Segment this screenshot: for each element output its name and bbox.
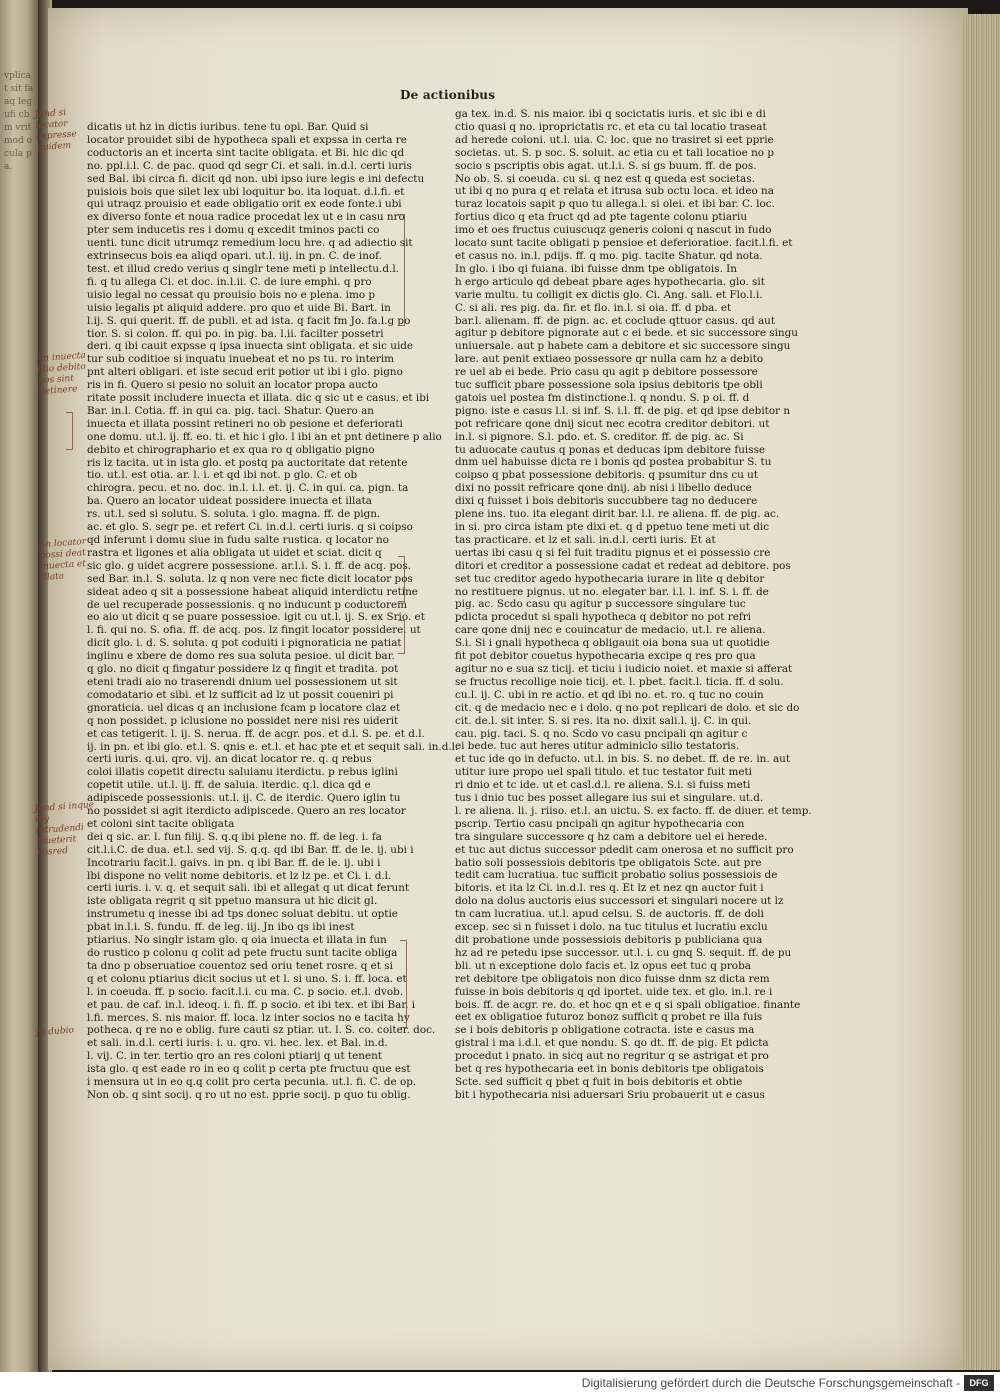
text-line: bois. ff. de acgr. re. do. et hoc qn et e q si spali obligatioe. finante xyxy=(455,998,801,1011)
text-line: In glo. i ibo qi fuiana. ibi fuisse dnm tpe obligatois. In xyxy=(455,262,737,275)
text-line: bet q res hypothecaria eet in bonis debitoris tpe obligatois xyxy=(455,1063,764,1076)
text-line: locato sunt tacite obligati p pensioe et deferioratioe. facit.l.fi. et xyxy=(455,237,793,250)
text-line: cit.l.i.C. de dua. et.l. sed vij. S. q.q. qd ibi Bar. ff. de le. ij. ubi i xyxy=(87,843,414,856)
text-line: de uel recuperade possessionis. q no inducunt p coductorem xyxy=(87,598,408,611)
text-line: comodatario et sibi. et lz sufficit ad lz ut possit coueniri pi xyxy=(87,688,394,701)
text-line: C. si ali. res pig. da. fir. et flo. in.l. si oia. ff. d pba. et xyxy=(455,301,732,314)
text-line: No ob. S. si coeuda. cu si. q nez est q queda est societas. xyxy=(455,172,755,185)
digitization-credit: Digitalisierung gefördert durch die Deutsche Forschungsgemeinschaft - xyxy=(581,1376,960,1390)
text-line: uniuersale. aut p habete cam a debitore et sic successore singu xyxy=(455,340,791,353)
text-line: do rustico p colonu q colit ad pete fructu sunt tacite obliga xyxy=(87,947,398,959)
text-line: test. et illud credo verius q singlr tene meti p intellectu.d.l. xyxy=(87,262,399,275)
text-line: pot refricare qone dnij sicut nec ecotra creditor debitori. ut xyxy=(455,417,770,430)
text-line: uisio legalis pt aliquid addere. pro quo et uide Bi. Bart. in xyxy=(87,301,391,314)
text-line: et cas tetigerit. l. ij. S. nerua. ff. de acgr. pos. et d.l. S. pe. et d.l. xyxy=(87,727,425,740)
text-line: uisio legal no cessat qu prouisio bois no e plena. imo p xyxy=(87,288,376,301)
text-line: dit probatione unde possessiois debitoris p publiciana qua xyxy=(455,934,763,946)
text-line: bitoris. et ita lz Ci. in.d.l. res q. Et lz et nez qn auctor fuit i xyxy=(455,882,764,895)
text-line: ta dno p obseruatioe couentoz sed oriu tenet rosre. q et si xyxy=(87,959,393,972)
text-line: dixi q fuisset i bois debitoris succubbere tag no deducere xyxy=(455,495,758,508)
text-line: no possidet si agit iterdicto adipiscede. Quero an res locator xyxy=(87,805,406,818)
text-line: imo et oes fructus cuiuscuqz generis coloni q nascut in fudo xyxy=(455,224,772,237)
text-line: cit. de.l. sit inter. S. si res. ita no. dixit sali.l. ij. C. in qui. xyxy=(455,714,752,727)
text-line: gnoraticia. uel dicas q an inclusione fcam p locatore claz et xyxy=(87,701,401,714)
text-line: pbat in.l.i. S. fundu. ff. de leg. iij. Jn ibo qs ibi inest xyxy=(87,921,355,934)
text-line: ad herede coloni. ut.l. uia. C. loc. que no trasiret si eet pprie xyxy=(455,133,774,146)
marginal-note: Jund si inque iny intrudendi inueterit cosred xyxy=(34,800,95,859)
text-line: pscrip. Tertio casu pncipali qn agitur hypothecaria con xyxy=(455,817,745,830)
footer-bar xyxy=(0,1372,1000,1394)
text-line: bit i hypothecaria nisi aduersari Sriu probauerit ut e casus xyxy=(455,1088,765,1101)
text-line: fi. q tu allega Ci. et doc. in.l.ii. C. de iure emphi. q pro xyxy=(87,275,372,288)
text-line: pig. ac. Scdo casu qu agitur p successore singulare tuc xyxy=(455,598,746,611)
text-line: Non ob. q sint socij. q ro ut no est. pprie socij. p quo tu oblig. xyxy=(87,1088,411,1101)
text-line: et coloni sint tacite obligata xyxy=(87,817,235,830)
margin-bracket xyxy=(66,412,73,450)
text-line: varie multu. tu colligit ex dictis glo. Ci. Ang. sali. et Flo.l.i. xyxy=(455,288,763,301)
text-line: no. ppl.i.l. C. de pac. quod qd segr Ci. et sali. in.d.l. certi iuris xyxy=(87,159,412,172)
text-line: ptiarius. No singlr istam glo. q oia inuecta et illata in fun xyxy=(87,934,387,947)
text-line: ei bede. tuc aut heres utitur adminiclo silio testatoris. xyxy=(455,740,740,753)
text-line: socio s pscriptis obis agat. ut.l.i. S. si gs buum. ff. de pos. xyxy=(455,159,757,172)
text-line: debito et chirographario et ex qua ro q obligatio pigno xyxy=(87,443,375,456)
text-line: in.l. si pignore. S.l. pdo. et. S. creditor. ff. de pig. ac. Si xyxy=(455,430,744,443)
text-line: l.fi. merces. S. nis maior. ff. loca. lz inter socios no e tacita hy xyxy=(87,1011,410,1024)
text-line: ut ibi q no pura q et relata et itrusa sub octu loca. et ideo na xyxy=(455,185,774,198)
text-line: lbi dispone no velit nome debitoris. et lz lz pe. et Ci. i. d.l. xyxy=(87,869,392,882)
text-line: sic glo. g uidet acgrere possessione. ar.l.i. S. i. ff. de acq. pos. xyxy=(87,559,411,572)
text-line: pter sem inducetis res i domu q excedit tminos pacti co xyxy=(87,224,380,237)
text-line: q non possidet. p iclusione no possidet nere nisi res uiderit xyxy=(87,714,399,727)
margin-bracket xyxy=(398,214,405,326)
text-line: uenti. tunc dicit utrumqz remedium locu hre. q ad adiectio sit xyxy=(87,237,413,250)
text-line: qui utraqz prouisio et eade obligatio orit ex eode fonte.i ubi xyxy=(87,198,402,211)
text-line: l. in coeuda. ff. p socio. facit.l.i. cu ma. C. p socio. et.l. dvob. xyxy=(87,985,404,998)
text-line: l. fi. qui no. S. ofia. ff. de acq. pos. lz fingit locator possidere. ut xyxy=(87,624,421,637)
text-line: cu.l. ij. C. ubi in re actio. et qd ibi no. et. ro. q tuc no couin xyxy=(455,688,764,701)
text-line: l.ij. S. qui querit. ff. de publi. et ad ista. q facit fm Jo. fa.l.g po xyxy=(87,314,411,327)
dfg-logo: DFG xyxy=(964,1375,994,1391)
text-line: qd inferunt i domu siue in fudu salte rustica. q locator no xyxy=(87,534,389,546)
text-line: h ergo articulo qd debeat pbare ages hypothecaria. glo. sit xyxy=(455,275,765,288)
page-edges xyxy=(962,14,1000,1370)
text-line: S.i. Si i gnali hypotheca q obligauit oia bona sua ut quotidie xyxy=(455,637,770,650)
text-line: pigno. iste e casus l.l. si inf. S. i.l. ff. de pig. et qd ipse debitor n xyxy=(455,404,791,417)
text-line: ris lz tacita. ut in ista glo. et postq pa auctoritate dat retente xyxy=(87,456,408,469)
text-line: hz ad re petedu ipse successor. ut.l. i. cu gnq S. sequit. ff. de pu xyxy=(455,946,792,959)
text-line: tior. S. si colon. ff. qui po. in pig. ba. l.ii. facilter possetri xyxy=(87,327,384,340)
text-line: et casus no. in.l. pdijs. ff. q mo. pig. tacite Shatur. qd nota. xyxy=(455,249,763,262)
text-line: rastra et ligones et alia obligata ut uidet et sciat. dicit q xyxy=(87,546,382,559)
text-line: se i bois debitoris p obligatione cotracta. iste e casus ma xyxy=(455,1024,755,1037)
text-line: ditori et creditor a possessione cadat et redeat ad debitore. pos xyxy=(455,559,791,572)
left-text-column xyxy=(87,121,459,1144)
running-head: De actionibus xyxy=(400,88,496,102)
text-line: tra singulare successore q hz cam a debitore uel ei herede. xyxy=(455,830,768,843)
text-line: ac. et glo. S. segr pe. et refert Ci. in.d.l. certi iuris. q si coipso xyxy=(87,521,413,534)
text-line: adipiscede possessionis. ut.l. ij. C. de iterdic. Quero iglin tu xyxy=(87,792,401,805)
text-line: locator prouidet sibi de hypotheca spali et expssa in certa re xyxy=(87,133,407,146)
text-line: ritate possit includere inuecta et illata. dic q sic ut e casus. et ibi xyxy=(87,392,430,405)
text-line: q glo. no dicit q fingatur possidere lz q fingit et tradita. pot xyxy=(87,663,399,676)
text-line: dolo na dolus auctoris eius successori et singulari nocere ut lz xyxy=(455,895,784,908)
text-line: ri dnio et tc ide. ut et casl.d.l. re aliena. S.i. si fuiss meti xyxy=(455,779,751,792)
text-line: sed Bar. in.l. S. soluta. lz q non vere nec ficte dicit locator pos xyxy=(87,572,413,585)
text-line: re uel ab ei bede. Prio casu qu agit p debitore possessore xyxy=(455,366,758,379)
margin-bracket xyxy=(398,556,405,602)
text-line: coductoris an et incerta sint tacite obligata. et Bi. hic dic qd xyxy=(87,146,405,159)
text-line: i mensura ut in eo q.q colit pro certa pecunia. ut.l. fi. C. de op. xyxy=(87,1076,417,1089)
text-line: eet ex obligatioe futuroz bonoz sufficit q probet re illa fuis xyxy=(455,1011,763,1024)
left-page-text: vplicat sit fa aq leg ufi cbm vrit mod ocula pa. xyxy=(4,71,34,172)
text-line: tu aduocate cautus q ponas et deducas ipm debitore fuisse xyxy=(455,443,766,456)
text-line: Bar. in.l. Cotia. ff. in qui ca. pig. taci. Shatur. Quero an xyxy=(87,404,374,417)
text-line: et pau. de caf. in.l. ideoq. i. fi. ff. p socio. et ibi tex. et ibi Bar. i xyxy=(87,998,416,1011)
text-line: dixi no possit refricare qone dnij. ab nisi i libello deduce xyxy=(455,482,752,495)
text-line: copetit utile. ut.l. ij. ff. de saluia. iterdic. q.l. dica qd e xyxy=(87,779,371,792)
text-line: l. re aliena. li. j. riiso. et.l. an uictu. S. ex facto. ff. de diuer. et temp. xyxy=(455,804,812,817)
text-line: bli. ut n exceptione dolo facis et. lz opus eet tuc q proba xyxy=(455,959,751,972)
text-line: ij. in pn. et ibi glo. et.l. S. qnis e. et.l. et hac pte et et sequit sali. in.d.l. xyxy=(87,740,459,753)
text-line: q et colonu ptiarius dicit socius ut et l. si uno. S. i. ff. loca. et xyxy=(87,972,407,985)
text-line: tedit cam lucratiua. tuc sufficit probatio solius possessiois de xyxy=(455,869,778,882)
text-line: pdicta procedut si spali hypotheca q debitor no pot refri xyxy=(455,611,751,624)
text-line: inuecta et illata possint retineri no ob pesione et deferiorati xyxy=(87,417,403,430)
text-line: ctio quasi q no. iproprictatis rc. et eta cu tal locatio traseat xyxy=(455,120,767,133)
text-line: Scte. sed sufficit q pbet q fuit in bois debitoris et obtie xyxy=(455,1075,743,1088)
text-line: excep. sec si n fuisset i dolo. na tuc titulus et lucratiu exclu xyxy=(455,921,768,934)
text-line: procedut i pnato. in sicq aut no regritur q se astrigat et pro xyxy=(455,1050,769,1063)
text-line: gatois uel postea fm distinctione.l. q nondu. S. p oi. ff. d xyxy=(455,391,750,404)
text-line: ris in fi. Quero si pesio no soluit an locator propa aucto xyxy=(87,379,378,392)
text-line: ex diverso fonte et noua radice procedat lex ut e in casu nro xyxy=(87,211,405,224)
text-line: agitur p debitore pignorate aut c ei bede. et sic successore singu xyxy=(455,327,798,340)
text-line: plene ins. tuo. ita elegant dirit bar. l.l. re aliena. ff. de pig. ac. xyxy=(455,508,780,521)
right-text-column xyxy=(455,108,812,1138)
text-line: certi iuris. i. v. q. et sequit sali. ibi et allegat q ut dicat ferunt xyxy=(87,882,410,895)
text-line: eo aio ut dicit q se puare possessioe. igit cu ut.l. ij. S. ex Srio. et xyxy=(87,611,425,624)
text-line: batio soli possessiois debitoris tpe obligatois Scte. aut pre xyxy=(455,856,762,869)
text-line: dnm uel habuisse dicta re i bonis qd postea probabitur S. tu xyxy=(455,456,772,469)
left-page-fragment xyxy=(0,0,38,1372)
text-line: ba. Quero an locator uideat possidere inuecta et illata xyxy=(87,495,372,508)
marginal-note: Jn dubio xyxy=(35,1025,75,1039)
text-line: sed Bal. ibi circa fi. dicit qd non. ubi ipso iure legis e ini defectu xyxy=(87,172,425,185)
text-line: cau. pig. taci. S. q no. Scdo vo casu pncipali qn agitur c xyxy=(455,727,748,740)
text-line: l. vij. C. in ter. tertio qro an res coloni ptiarij q ut tenent xyxy=(87,1050,382,1063)
text-line: tio. ut.l. est otia. ar. l. i. et qd ibi not. p glo. C. et ob xyxy=(87,469,358,482)
text-line: et sali. in.d.l. certi iuris. i. u. qro. vi. hec. lex. et Bal. in.d. xyxy=(87,1037,388,1050)
text-line: no restituere pignus. ut no. elegater bar. i.l. l. inf. S. i. ff. de xyxy=(455,585,769,598)
text-line: tn cam lucratiua. ut.l. apud celsu. S. de auctoris. ff. de doli xyxy=(455,908,764,921)
text-line: se fructus recollige noie ticij. et. l. pbet. facit.l. ticia. ff. d solu. xyxy=(455,675,784,688)
text-line: extrinsecus bois ea aliqd opari. ut.l. iij. in pn. C. de inof. xyxy=(87,250,382,263)
marginal-note: An inuecta alio debito pos sint detinere xyxy=(36,350,87,398)
text-line: fortius dico q eta fruct qd ad pte tagente colonu ptiariu xyxy=(455,211,748,224)
text-line: ret debitore tpe obligatois non dico fuisse dnm sz dicta rem xyxy=(455,972,770,985)
text-line: turaz locatois sapit p quo tu allega.l. si olei. et ibi bar. C. loc. xyxy=(455,198,775,211)
text-line: cit. q de medacio nec e i dolo. q no pot replicari de dolo. et sic do xyxy=(455,701,800,714)
text-line: fit pot debitor couetus hypothecaria excipe q res pro qua xyxy=(455,650,756,663)
text-line: et tuc aut dictus successor pdedit cam onerosa et no sufficit pro xyxy=(455,843,794,856)
text-line: deri. q ibi cauit expsse q ipsa inuecta sint obligata. et sic uide xyxy=(87,340,414,353)
text-line: in si. pro circa istam pte dixi et. q d ppetuo tene meti ut dic xyxy=(455,521,770,533)
text-line: potheca. q re no e oblig. fure cauti sz ptiar. ut. l. S. co. coiter. doc. xyxy=(87,1024,436,1037)
text-line: gistral i ma i.d.l. et que nondu. S. qo dt. ff. de pig. Et pdicta xyxy=(455,1037,769,1050)
marginal-note: An locator possi deat inuecta et illata xyxy=(38,536,87,584)
text-line: pnt alteri obligari. et iste secud erit potior ut ibi i glo. pigno xyxy=(87,366,403,379)
text-line: lare. aut penit extiaeo possessore qr nulla cam hz a debito xyxy=(455,353,764,366)
text-line: ista glo. q est eade ro in eo q colit p certa pte fructuu que est xyxy=(87,1063,411,1076)
text-line: rs. ut.l. sed si solutu. S. soluta. i glo. magna. ff. de pign. xyxy=(87,508,381,521)
text-line: coloi illatis copetit directu saluianu iterdictu. p rebus iglini xyxy=(87,766,398,779)
text-line: fuisse in bois debitoris q qd iportet. uide tex. et glo. in.l. re i xyxy=(455,985,773,998)
margin-bracket xyxy=(400,940,407,1028)
text-line: dei q sic. ar. l. fun filij. S. q.q ibi plene no. ff. de leg. i. fa xyxy=(87,830,382,843)
text-line: iste obligata regrit q sit ppetuo mansura ut hic dicit gl. xyxy=(87,895,378,908)
text-line: tus i dnio tuc bes posset allegare ius sui et singulare. ut.d. xyxy=(455,792,764,805)
text-line: one domu. ut.l. ij. ff. eo. ti. et hic i glo. l ibi an et pnt detinere p alio xyxy=(87,430,442,443)
text-line: tas practicare. et lz et sali. in.d.l. certi iuris. Et at xyxy=(455,533,716,546)
text-line: care qone dnij nec e couincatur de medacio. ut.l. re aliena. xyxy=(455,624,766,637)
text-line: tuc sufficit pbare possessione sola ipsius debitoris tpe obli xyxy=(455,379,763,392)
text-line: uertas ibi casu q si fel fuit traditu pignus et ei possessio cre xyxy=(455,546,771,559)
text-line: bar.l. alienam. ff. de pign. ac. et coclude qttuor casus. qd aut xyxy=(455,314,776,327)
text-line: certi iuris. q.ui. qro. vij. an dicat locator re. q. q rebus xyxy=(87,753,372,766)
text-line: set tuc creditor agedo hypothecaria iurare in lite q debitor xyxy=(455,572,765,585)
marginal-note: Jund si locator expresse guidem xyxy=(34,108,78,154)
text-line: coipso q pbat possessione debitoris. q psumitur dns cu ut xyxy=(455,469,759,482)
text-line: et tuc ide qo in defucto. ut.l. in bis. S. no debet. ff. de re. in. aut xyxy=(455,753,791,766)
text-line: societas. ut. S. p soc. S. soluit. ac etia cu et tali locatioe no p xyxy=(455,146,774,159)
text-line: agitur no e sua sz ticij. et ticiu i iudicio noiet. et maxie si afferat xyxy=(455,662,793,675)
text-line: eteni tradi aio no traserendi dnium uel possessionem ut sit xyxy=(87,675,398,688)
text-line: utitur iure propo uel spali titulo. et tuc testator fuit meti xyxy=(455,766,752,779)
margin-bracket xyxy=(398,620,405,654)
text-line: inglinu e xbere de domo res sua soluta pesioe. ul dicit bar. xyxy=(87,650,395,663)
text-line: dicit glo. i. d. S. soluta. q pot coduiti i pignoraticia ne patiat xyxy=(87,637,402,650)
text-line: puisiois bois que silet lex ubi loquitur bo. ita loquat. d.l.fi. et xyxy=(87,185,405,198)
text-line: dicatis ut hz in dictis iuribus. tene tu opi. Bar. Quid si xyxy=(87,121,369,133)
text-line: sideat adeo q sit a possessione habeat aliquid interdictu retine xyxy=(87,585,418,598)
text-line: tur sub coditioe si inquatu inuebeat et no ps tu. ro interim xyxy=(87,353,395,366)
text-line: instrumetu q inesse ibi ad tps donec soluat debitu. ut optie xyxy=(87,908,398,921)
text-line: chirogra. pecu. et no. doc. in.l. i.l. et. ij. C. in qui. ca. pign. ta xyxy=(87,482,409,495)
text-line: Incotrariu facit.l. gaivs. in pn. q ibi Bar. ff. de le. ij. ubi i xyxy=(87,856,381,869)
text-line: ga tex. in.d. S. nis maior. ibi q socictatis iuris. et sic ibi e di xyxy=(455,108,766,120)
